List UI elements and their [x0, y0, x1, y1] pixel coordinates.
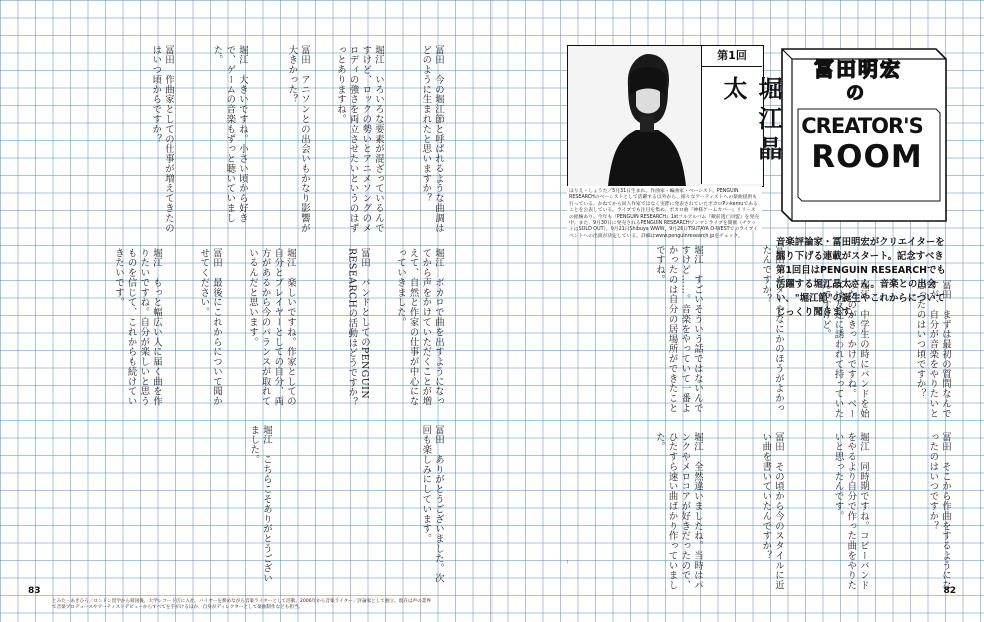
- episode-tag: 第1回: [702, 46, 762, 67]
- body-column-r2: 堀江 中学生の時にバンドを始めたのがきっかけですね。ベースは友達に誘われて持っていたんですけど。: [819, 280, 869, 419]
- body-column-l6: 堀江 ボカロで曲を出すようになってから声をかけていただくことが増えて、自然と作家の仕事が中心になっていきました。: [394, 248, 444, 407]
- body-column-l1: 冨田 今の堀江節と呼ばれるような曲調はどのように生まれたと思いますか？: [420, 45, 444, 233]
- page-spine: [491, 0, 493, 622]
- body-column-r12: [567, 563, 568, 564]
- body-column-r5: 冨田 そこから作曲をするようになったのはいつですか？: [927, 432, 951, 591]
- series-logo: [776, 45, 951, 225]
- series-sub-creators: CREATOR'S: [801, 114, 923, 138]
- page-number-left: 83: [28, 586, 41, 596]
- body-column-l3: 冨田 アニソンとの出会いもかなり影響が大きかった？: [286, 45, 310, 233]
- body-column-l11: 冨田 ありがとうございました。次回も楽しみにしています。: [420, 425, 444, 584]
- series-title-name: 冨田明宏: [814, 57, 902, 81]
- page-number-right: 82: [943, 586, 956, 596]
- body-column-r3: 冨田 ギターやなにかのほうがよかったんですか？: [760, 245, 784, 414]
- body-column-l10: 堀江 もっと幅広い人に届く曲を作りたいですね。自分が楽しいと思うものを信じて、これからも続けていきたいです。: [112, 248, 162, 407]
- body-column-l5: 冨田 作曲家としての仕事が増えてきたのはいつ頃からですか？: [150, 45, 174, 233]
- article-lead: 音楽評論家・冨田明宏がクリエイターを掘り下げる連載がスタート。記念すべき第1回目はPENGUIN RESEARCHでも活躍する堀江晶太さん。音楽との出会い、"堀江節"の誕生やこれからについてじっくり聞きます。: [776, 237, 946, 318]
- guest-name: 堀江晶太: [719, 76, 782, 166]
- body-column-l12: 堀江 こちらこそありがとうございました。: [248, 425, 272, 584]
- body-column-r1: 冨田 まずは最初の質問なんですが、自分が音楽をやりたいと思ったのはいつ頃ですか？: [914, 280, 951, 419]
- body-column-l2: 堀江 いろいろな要素が混ざっているんですけど、ロックの勢いとアニメソングのメロディの強さを両立させたいというのはずっとありますね。: [334, 45, 384, 233]
- series-title-particle: の: [846, 83, 864, 104]
- guest-name-panel: [701, 46, 782, 184]
- body-column-l4: 堀江 大きいですね。小さい頃から好きで、ゲームの音楽もずっと聴いていました。: [211, 45, 248, 224]
- body-column-l8: 堀江 楽しいですね。作家としての自分とプレイヤーとしての自分、両方があるから今のバランスが取れているんだと思います。: [246, 248, 296, 407]
- body-column-r6: 堀江 同時期ですね。コピーバンドをやるより自分で作った曲をやりたいと思ったんです。: [832, 432, 869, 591]
- body-column-r8: 堀江 全然違いましたね。当時はパンクやメロコアが好きだったので、ひたすら速い曲ばかり作っていました。: [653, 432, 703, 591]
- body-column-l7: 冨田 バンドとしてのPENGUIN RESEARCHの活動はどうですか？: [346, 248, 370, 408]
- body-column-l9: 冨田 最後にこれからについて聞かせてください。: [198, 248, 222, 407]
- body-column-r7: 冨田 その頃から今のスタイルに近い曲を書いていたんですか？: [760, 432, 784, 591]
- author-footnote: とみた・あきひろ／ロンドン留学から帰国後、大学レコード店に入社。バイヤーを務めながら音楽ライターとして活動。2006年から音楽ライター／評論家として独立。現在は声の業界で音楽プロデュースやアーティストデビューからすべてを手がけるほか、自身がディレクターとして楽曲制作なども担当。: [52, 599, 431, 610]
- series-sub-room: ROOM: [811, 139, 923, 175]
- guest-profile: ほりえ・しょうた／5月31日生まれ。作曲家・編曲家・ベーシスト。PENGUIN RESEARCHのベーシストとして活躍する以外から、様々なアーティストへの楽曲提供も行っている。かねてから同人作家ではなく実際に発表されていたボカロPのkemuであることを公表している。ライブでも注目を集め、ボカロ曲『神様ゲームカバー』リリースの経験あり。今年も『PENGUIN RESEARCH』1stフルアルバム『敵前逃亡同盟』を発売中。また、9月30日に発売されるPENGUIN RESEARCHワンマンライブを開催（チケットはSOLD OUT）。9月21日Shibuya WWW、9月26日TSUTAYA O-WESTでのライブイベントへの出演が決定している。詳細はwww.penguinresearch.jpをチェック。: [567, 186, 762, 230]
- body-column-r4: 堀江 すごいそういう話ではないんですけど……。音楽をやっていて一番よかったのは自分の居場所ができたことですね。: [653, 245, 703, 414]
